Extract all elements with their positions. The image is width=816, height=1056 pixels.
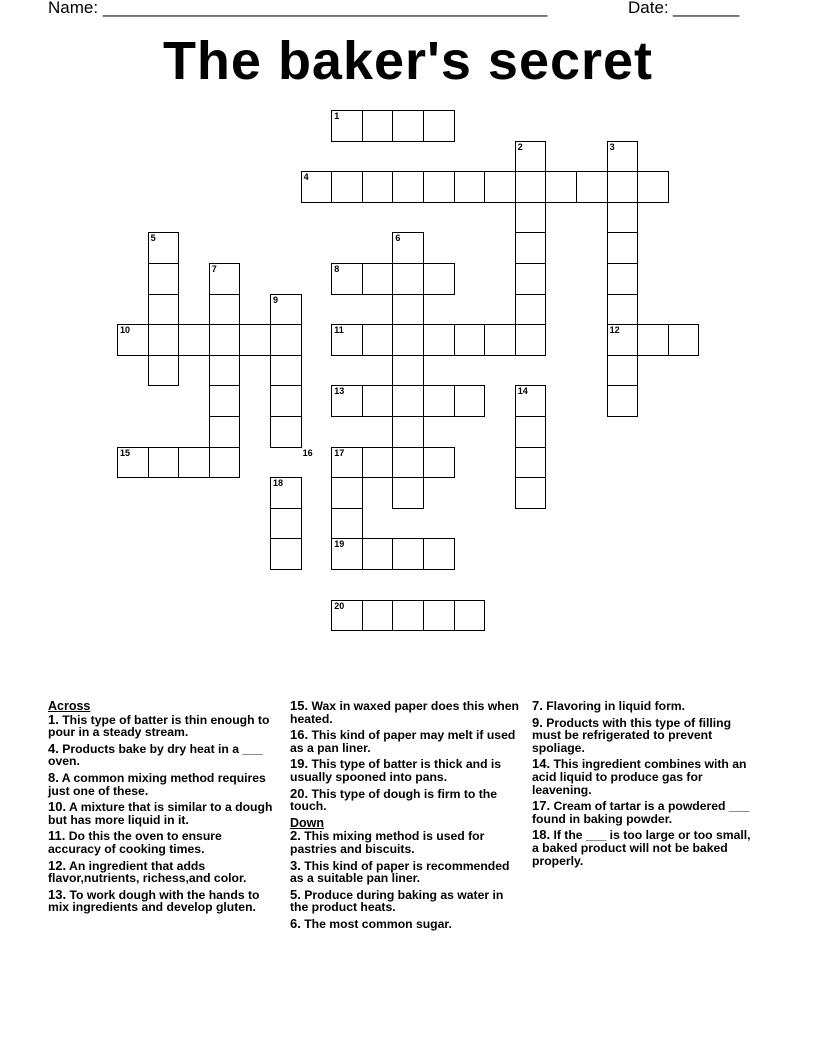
clues-column-1 <box>48 700 276 918</box>
grid-cell[interactable] <box>178 324 210 356</box>
grid-cell[interactable] <box>392 416 424 448</box>
cell-number: 13 <box>334 386 345 397</box>
grid-cell[interactable] <box>117 324 149 356</box>
grid-cell[interactable] <box>270 416 302 448</box>
cell-number: 11 <box>334 325 344 336</box>
grid-cell[interactable] <box>148 355 180 387</box>
clue-across: 10. A mixture that is similar to a dough but has more liquid in it. <box>48 799 273 827</box>
grid-cell[interactable] <box>607 141 639 173</box>
grid-cell[interactable] <box>270 538 302 570</box>
grid-cell[interactable] <box>423 110 455 142</box>
clue-down: 5. Produce during baking as water in the product heats. <box>290 886 504 915</box>
grid-cell[interactable] <box>209 294 241 326</box>
clue-across: 1. This type of batter is thin enough to pour in a steady stream. <box>48 711 270 740</box>
grid-cell[interactable] <box>209 263 241 295</box>
grid-cell[interactable] <box>454 171 486 203</box>
grid-cell[interactable] <box>515 232 547 264</box>
grid-cell[interactable] <box>423 263 455 295</box>
clue-down: 6. The most common sugar. <box>290 915 452 931</box>
cell-number: 7 <box>211 264 217 274</box>
grid-cell[interactable] <box>362 324 394 356</box>
grid-cell[interactable] <box>301 171 333 203</box>
grid-cell[interactable] <box>209 447 241 479</box>
cell-number: 19 <box>334 539 345 550</box>
grid-cell[interactable] <box>362 385 394 417</box>
grid-cell[interactable] <box>545 171 577 203</box>
cell-number: 9 <box>273 294 279 305</box>
grid-cell[interactable] <box>515 202 547 234</box>
grid-cell[interactable] <box>637 324 669 356</box>
grid-cell[interactable] <box>423 324 455 356</box>
cell-number: 1 <box>334 111 340 121</box>
grid-cell[interactable] <box>515 171 547 203</box>
clue-across: 20. This type of dough is firm to the touch. <box>290 785 497 814</box>
grid-cell[interactable] <box>607 294 639 326</box>
grid-cell[interactable] <box>392 263 424 295</box>
cell-number: 16 <box>302 447 313 458</box>
grid-cell[interactable] <box>331 263 363 295</box>
grid-cell[interactable] <box>392 294 424 326</box>
grid-cell[interactable] <box>178 447 210 479</box>
grid-cell[interactable] <box>362 263 394 295</box>
grid-cell[interactable] <box>331 508 363 540</box>
clues-column-2 <box>290 700 522 935</box>
grid-cell[interactable] <box>392 600 424 632</box>
grid-cell[interactable] <box>392 324 424 356</box>
cell-number: 4 <box>303 172 309 183</box>
grid-cell[interactable] <box>331 110 363 142</box>
grid-cell[interactable] <box>209 324 241 356</box>
clue-down: 7. Flavoring in liquid form. <box>532 698 686 713</box>
grid-cell[interactable] <box>423 600 455 632</box>
grid-cell[interactable] <box>392 538 424 570</box>
grid-cell[interactable] <box>607 202 639 234</box>
grid-cell[interactable] <box>454 324 486 356</box>
grid-cell[interactable] <box>331 600 363 632</box>
cell-number: 6 <box>395 233 401 244</box>
grid-cell[interactable] <box>239 324 271 356</box>
grid-cell[interactable] <box>607 263 639 295</box>
cell-number: 17 <box>334 447 345 458</box>
grid-cell[interactable] <box>362 600 394 632</box>
grid-cell[interactable] <box>392 171 424 203</box>
clue-across: 15. Wax in waxed paper does this when heated. <box>290 698 519 726</box>
grid-cell[interactable] <box>515 324 547 356</box>
cell-number: 15 <box>120 447 131 458</box>
grid-cell[interactable] <box>515 294 547 326</box>
grid-cell[interactable] <box>607 232 639 264</box>
cell-number: 10 <box>120 325 131 336</box>
name-line: _______________________________________________ <box>103 0 548 17</box>
grid-cell[interactable] <box>423 385 455 417</box>
grid-cell[interactable] <box>331 171 363 203</box>
clue-down: 14. This ingredient combines with an acid liquid to produce gas for leavening. <box>532 756 747 797</box>
grid-cell[interactable] <box>148 447 180 479</box>
clue-down: 9. Products with this type of filling must be refrigerated to prevent spoliage. <box>532 714 732 755</box>
grid-cell[interactable] <box>392 110 424 142</box>
down-heading: Down <box>290 815 325 830</box>
clue-down: 17. Cream of tartar is a powdered ___ found in baking powder. <box>532 798 750 826</box>
grid-cell[interactable] <box>362 110 394 142</box>
cell-number: 18 <box>273 478 284 489</box>
clue-across: 16. This kind of paper may melt if used as a pan liner. <box>290 727 516 755</box>
cell-number: 2 <box>517 141 523 152</box>
name-label: Name: <box>48 0 99 17</box>
grid-cell[interactable] <box>423 538 455 570</box>
grid-cell[interactable] <box>392 477 424 509</box>
grid-cell[interactable] <box>392 232 424 264</box>
clue-across: 12. An ingredient that adds flavor,nutrients, richess,and color. <box>48 857 247 886</box>
across-heading: Across <box>48 699 91 713</box>
clue-across: 4. Products bake by dry heat in a ___ oven. <box>48 740 263 769</box>
grid-cell[interactable] <box>607 385 639 417</box>
grid-cell[interactable] <box>148 232 180 264</box>
grid-cell[interactable] <box>270 508 302 540</box>
grid-cell[interactable] <box>668 324 700 356</box>
grid-cell[interactable] <box>454 385 486 417</box>
grid-cell[interactable] <box>270 294 302 326</box>
grid-cell[interactable] <box>515 416 547 448</box>
grid-cell[interactable] <box>148 324 180 356</box>
clue-down: 18. If the ___ is too large or too small, a baked product will not be baked properly. <box>532 827 751 868</box>
clue-across: 8. A common mixing method requires just one of these. <box>48 769 266 798</box>
cell-number: 3 <box>609 141 615 152</box>
grid-cell[interactable] <box>117 447 149 479</box>
grid-cell[interactable] <box>270 385 302 417</box>
grid-cell[interactable] <box>423 447 455 479</box>
grid-cell[interactable] <box>331 477 363 509</box>
clue-down: 3. This kind of paper is recommended as a suitable pan liner. <box>290 857 510 886</box>
grid-cell[interactable] <box>270 324 302 356</box>
grid-cell[interactable] <box>515 385 547 417</box>
grid-cell[interactable] <box>209 355 241 387</box>
date-label: Date: <box>628 0 669 17</box>
grid-cell[interactable] <box>392 447 424 479</box>
grid-cell[interactable] <box>607 355 639 387</box>
grid-cell[interactable] <box>209 416 241 448</box>
grid-cell[interactable] <box>607 171 639 203</box>
grid-cell[interactable] <box>484 324 516 356</box>
grid-cell[interactable] <box>576 171 608 203</box>
grid-cell[interactable] <box>331 385 363 417</box>
grid-cell[interactable] <box>331 538 363 570</box>
grid-cell[interactable] <box>515 263 547 295</box>
grid-cell[interactable] <box>637 171 669 203</box>
cell-number: 20 <box>334 600 345 611</box>
grid-cell[interactable] <box>392 385 424 417</box>
grid-cell[interactable] <box>515 477 547 509</box>
cell-number: 12 <box>609 325 620 336</box>
cell-number: 14 <box>517 386 528 397</box>
grid-cell[interactable] <box>270 477 302 509</box>
grid-cell[interactable] <box>362 447 394 479</box>
grid-cell[interactable] <box>331 324 363 356</box>
clue-across: 11. Do this the oven to ensure accuracy of cooking times. <box>48 828 222 856</box>
clue-across: 13. To work dough with the hands to mix ingredients and develop gluten. <box>48 886 260 915</box>
page-title: The baker's secret <box>162 31 654 91</box>
grid-cell[interactable] <box>454 600 486 632</box>
cell-number: 8 <box>334 264 340 274</box>
grid-cell[interactable] <box>148 294 180 326</box>
grid-cell[interactable] <box>423 171 455 203</box>
clues-column-3 <box>532 700 757 871</box>
cell-number: 5 <box>150 233 156 244</box>
grid-cell[interactable] <box>392 355 424 387</box>
grid-cell[interactable] <box>331 447 363 479</box>
date-line: _______ <box>673 0 740 17</box>
clue-down: 2. This mixing method is used for pastries and biscuits. <box>290 828 485 856</box>
grid-cell[interactable] <box>515 447 547 479</box>
grid-cell[interactable] <box>209 385 241 417</box>
grid-cell[interactable] <box>607 324 639 356</box>
grid-cell[interactable] <box>148 263 180 295</box>
grid-cell[interactable] <box>270 355 302 387</box>
grid-cell[interactable] <box>362 171 394 203</box>
clue-across: 19. This type of batter is thick and is usually spooned into pans. <box>290 756 502 784</box>
grid-cell[interactable] <box>362 538 394 570</box>
grid-cell[interactable] <box>484 171 516 203</box>
grid-cell[interactable] <box>515 141 547 173</box>
